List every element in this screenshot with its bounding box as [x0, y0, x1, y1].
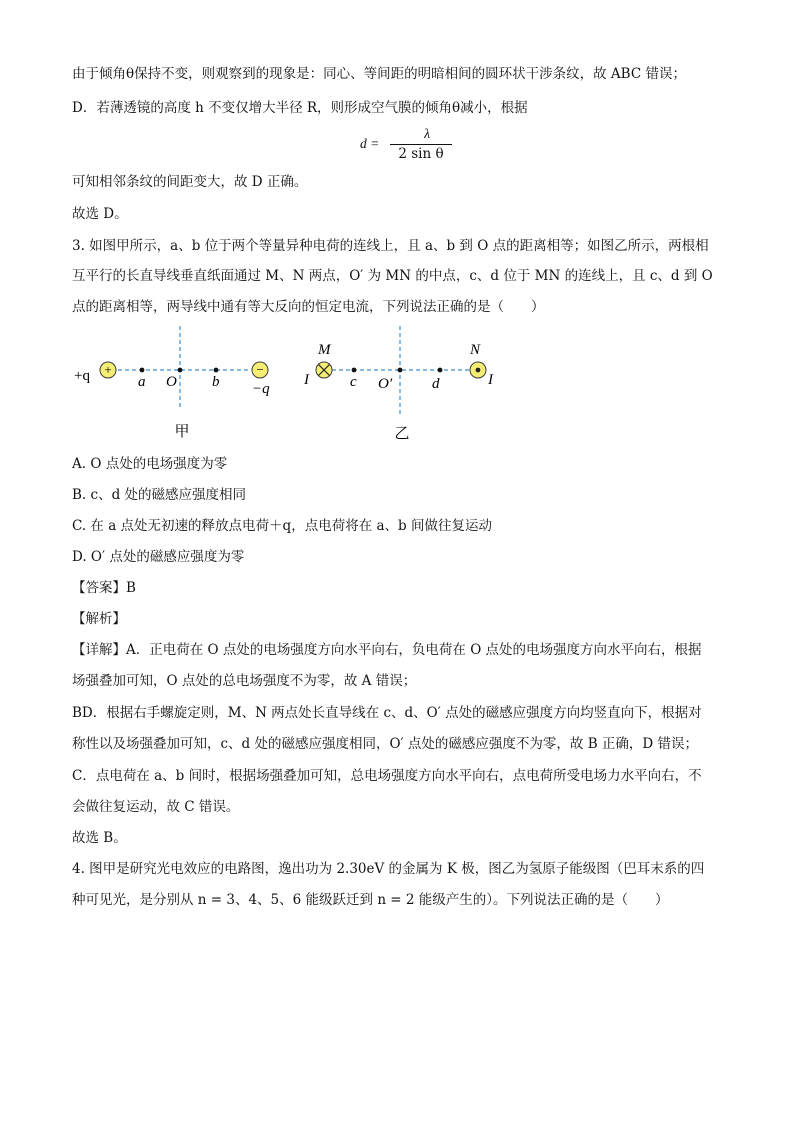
caption-jia: 甲 — [174, 424, 190, 440]
label-O: O — [166, 374, 177, 390]
question-4-line: 种可见光，是分别从 n = 3、4、5、6 能级跃迁到 n = 2 能级产生的）。下列说法正确的是（ ） — [72, 892, 669, 908]
label-N: N — [470, 342, 481, 358]
formula-lhs: d = — [360, 136, 380, 151]
point-a — [140, 368, 145, 373]
question-3-line: 点的距离相等，两导线中通有等大反向的恒定电流，下列说法正确的是（ ） — [72, 299, 545, 315]
formula-numerator: λ — [424, 126, 430, 141]
formula-denominator: 2 sin θ — [398, 146, 444, 162]
label-b: b — [212, 374, 220, 390]
text-line: 故选 D。 — [72, 206, 128, 222]
option-a: A. O 点处的电场强度为零 — [72, 456, 228, 472]
label-I-right: I — [488, 372, 493, 388]
option-d: D. O′ 点处的磁感应强度为零 — [72, 549, 245, 565]
point-O-prime — [398, 368, 403, 373]
label-c: c — [350, 374, 357, 390]
current-into-page-icon — [316, 362, 332, 378]
minus-q-label: −q — [252, 381, 270, 397]
label-a: a — [138, 374, 146, 390]
option-c: C. 在 a 点处无初速的释放点电荷＋q，点电荷将在 a、b 间做往复运动 — [72, 518, 492, 534]
point-O — [178, 368, 183, 373]
label-M: M — [318, 342, 331, 358]
point-b — [214, 368, 219, 373]
current-out-of-page-icon — [470, 362, 486, 378]
point-c — [352, 368, 357, 373]
minus-sign: − — [256, 362, 264, 377]
detail-line: BD．根据右手螺旋定则，M、N 两点处长直导线在 c、d、O′ 点处的磁感应强度方向均竖直向下，根据对 — [72, 705, 702, 721]
analysis-tag: 【解析】 — [72, 611, 126, 627]
text-line: D．若薄透镜的高度 h 不变仅增大半径 R，则形成空气膜的倾角θ减小，根据 — [72, 100, 528, 116]
question-3-line: 互平行的长直导线垂直纸面通过 M、N 两点，O′ 为 MN 的中点，c、d 位于 MN 的连线上，且 c、d 到 O — [72, 268, 713, 284]
figure-jia — [60, 318, 300, 448]
caption-yi: 乙 — [394, 426, 410, 442]
figure-yi — [298, 318, 518, 448]
detail-line: 称性以及场强叠加可知，c、d 处的磁感应强度相同，O′ 点处的磁感应强度不为零，故 B 正确，D 错误； — [72, 736, 699, 752]
formula-d — [360, 126, 450, 166]
detail-line: C．点电荷在 a、b 间时，根据场强叠加可知，总电场强度方向水平向右，点电荷所受电场力水平向右，不 — [72, 768, 702, 784]
point-d — [438, 368, 443, 373]
option-b: B. c、d 处的磁感应强度相同 — [72, 487, 246, 503]
plus-q-label: +q — [74, 368, 90, 384]
plus-sign: + — [104, 362, 112, 377]
text-line: 可知相邻条纹的间距变大，故 D 正确。 — [72, 174, 308, 190]
detail-line: 【详解】A．正电荷在 O 点处的电场强度方向水平向右，负电荷在 O 点处的电场强度方向水平向右，根据 — [72, 642, 702, 658]
detail-line: 场强叠加可知，O 点处的总电场强度不为零，故 A 错误； — [72, 673, 417, 689]
question-3-line: 3. 如图甲所示，a、b 位于两个等量异种电荷的连线上，且 a、b 到 O 点的距离相等；如图乙所示，两根相 — [72, 238, 709, 254]
label-I-left: I — [304, 372, 309, 388]
label-d: d — [432, 376, 440, 392]
answer-tag: 【答案】B — [72, 580, 136, 596]
fraction-bar — [390, 144, 452, 145]
label-O-prime: O′ — [378, 376, 393, 392]
detail-line: 故选 B。 — [72, 830, 127, 846]
question-4-line: 4. 图甲是研究光电效应的电路图，逸出功为 2.30eV 的金属为 K 极，图乙为氢原子能级图（巴耳末系的四 — [72, 861, 705, 877]
text-line: 由于倾角θ保持不变，则观察到的现象是：同心、等间距的明暗相间的圆环状干涉条纹，故 ABC 错误； — [72, 66, 686, 82]
detail-line: 会做往复运动，故 C 错误。 — [72, 799, 240, 815]
